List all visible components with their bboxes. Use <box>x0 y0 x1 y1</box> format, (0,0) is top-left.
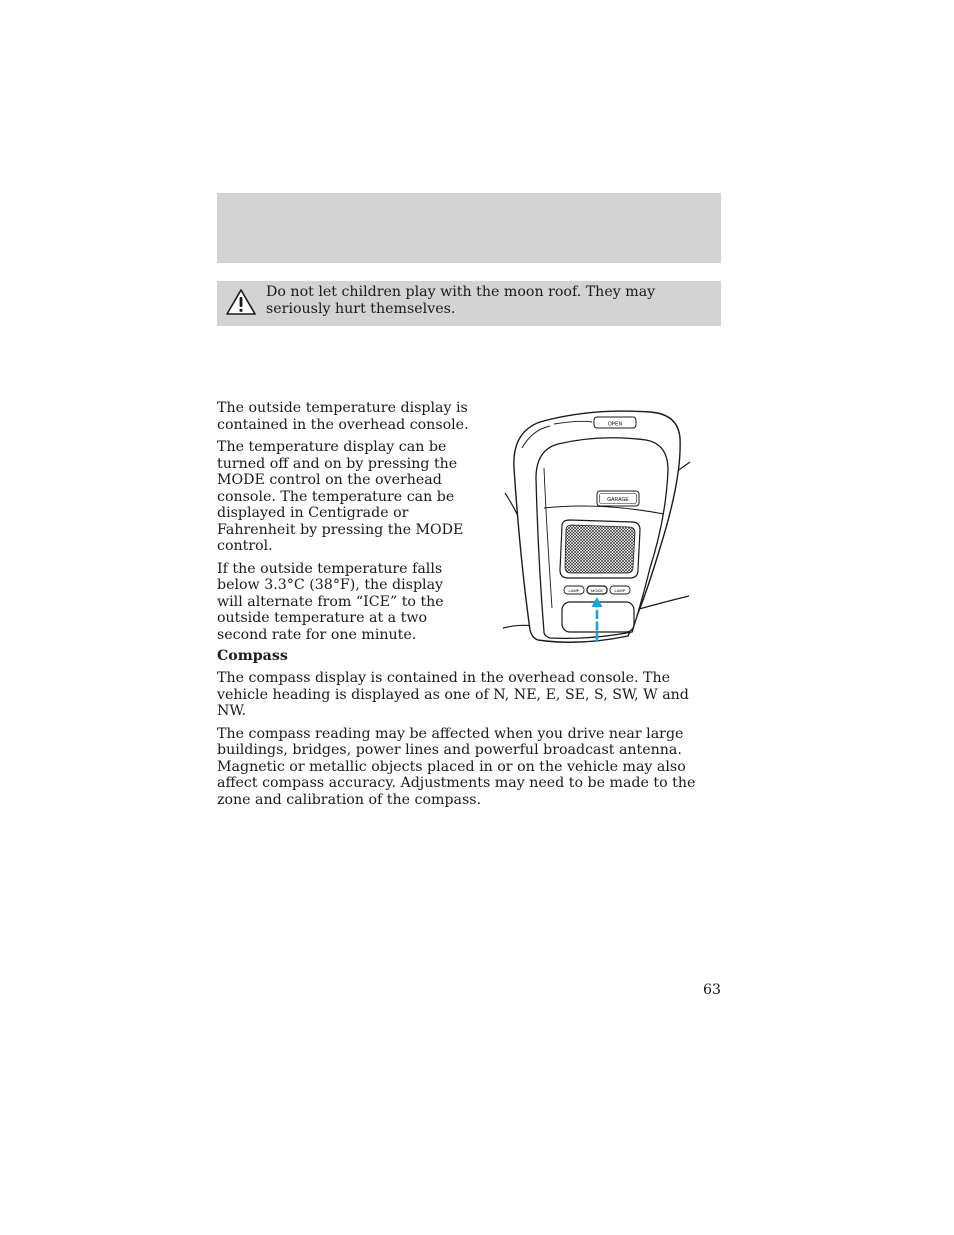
garage-button-label: GARAGE <box>607 497 629 503</box>
mode-button-label: MODE <box>591 588 603 593</box>
page-number: 63 <box>702 982 721 998</box>
lamp-right-button-label: LAMP <box>614 588 626 593</box>
section-header-band <box>217 193 721 263</box>
compass-heading: Compass <box>217 648 288 664</box>
open-button-label: OPEN <box>607 421 623 428</box>
temperature-paragraph-3: If the outside temperature falls below 3.3°C (38°F), the display will alternate from “ICE” to the outside temperature at a two second rate for one minute. <box>217 560 444 643</box>
compass-paragraph-2: The compass reading may be affected when you drive near large buildings, bridges, power lines and powerful broadcast antenna. Magnetic or metallic objects placed in or on the vehicle may also affect compass accuracy. Adjustments may need to be made to the zone and calibration of the compass. <box>217 725 696 808</box>
temperature-paragraph-1: The outside temperature display is contained in the overhead console. <box>217 400 469 433</box>
warning-box <box>217 281 721 326</box>
warning-text: Do not let children play with the moon roof. They may seriously hurt themselves. <box>266 284 656 317</box>
lamp-left-button-label: LAMP <box>568 588 580 593</box>
warning-triangle-icon <box>225 288 257 316</box>
temperature-section <box>217 400 469 649</box>
compass-paragraph-1: The compass display is contained in the overhead console. The vehicle heading is displayed as one of N, NE, E, SE, S, SW, W and NW. <box>217 670 689 719</box>
overhead-console-illustration <box>500 408 694 648</box>
compass-section <box>217 670 721 814</box>
temperature-paragraph-2: The temperature display can be turned off and on by pressing the MODE control on the overhead console. The temperature can be displayed in Centigrade or Fahrenheit by pressing the MODE control. <box>217 439 464 554</box>
